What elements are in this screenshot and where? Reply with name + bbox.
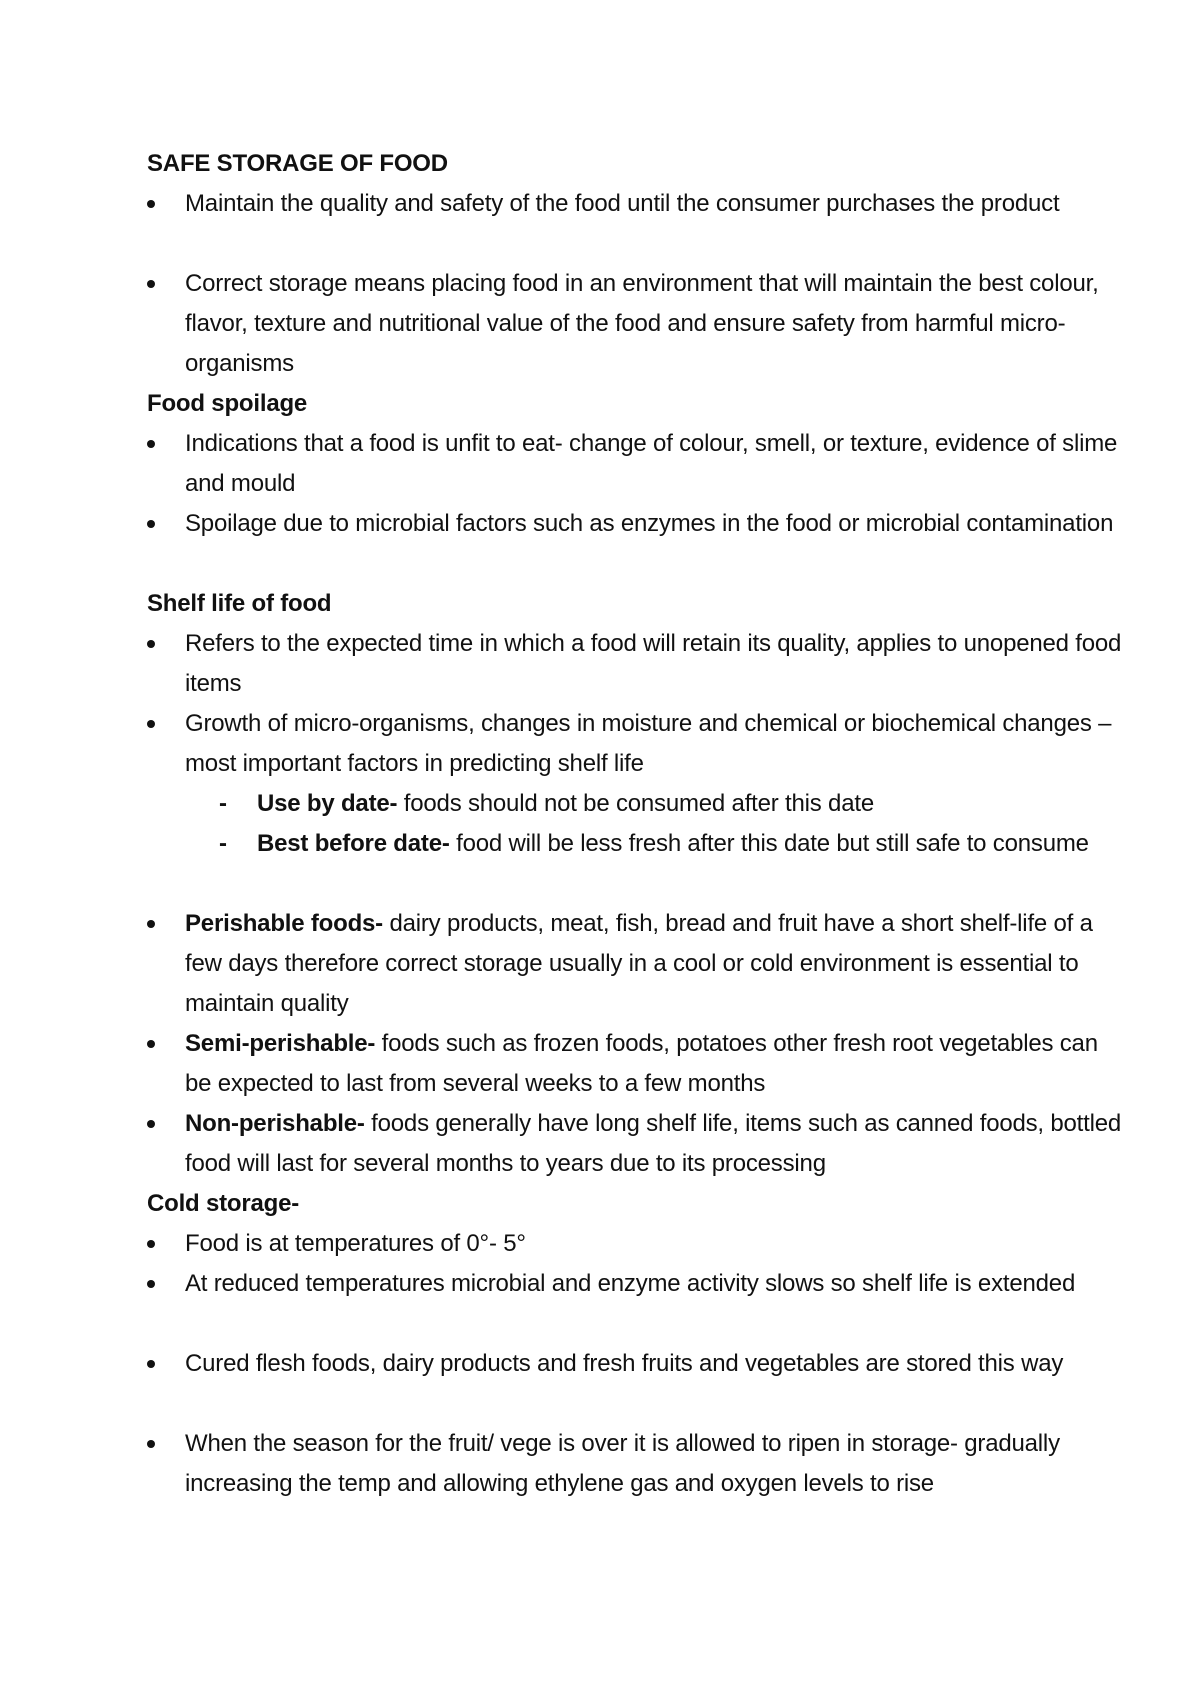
list-item-text: At reduced temperatures microbial and enzyme activity slows so shelf life is extended [185, 1270, 1076, 1297]
list-item-text [185, 904, 1125, 1024]
list-item [147, 704, 1112, 784]
bullet-icon [147, 1360, 155, 1368]
sub-list-item-text [257, 784, 1117, 824]
term: Use by date- [257, 790, 398, 817]
term: Best before date- [257, 830, 450, 857]
bullet-icon [147, 640, 155, 648]
term: Non-perishable- [185, 1110, 365, 1137]
list-item [147, 264, 1107, 384]
term: Perishable foods- [185, 910, 383, 937]
list-item [147, 1224, 1107, 1264]
list-item [147, 424, 1118, 504]
bullet-icon [147, 200, 155, 208]
bullet-icon [147, 520, 155, 528]
bullet-icon [147, 1120, 155, 1128]
list-item [147, 1104, 1122, 1184]
list-item-text [185, 1024, 1125, 1104]
section-heading-spoilage: Food spoilage [147, 390, 308, 417]
list-item [147, 1344, 1107, 1424]
bullet-icon [147, 720, 155, 728]
list-item [147, 904, 1107, 1024]
list-item-text: Refers to the expected time in which a food will retain its quality, applies to unopened food items [185, 630, 1122, 697]
bullet-icon [147, 1040, 155, 1048]
term: Semi-perishable- [185, 1030, 376, 1057]
list-item-text: Food is at temperatures of 0°- 5° [185, 1230, 526, 1257]
description: food will be less fresh after this date but still safe to consume [449, 830, 1089, 857]
dash-icon: - [219, 830, 227, 857]
document-title: SAFE STORAGE OF FOOD [147, 150, 448, 177]
dash-icon: - [219, 790, 227, 817]
description: dairy products, meat, fish, bread and fruit have a short shelf-life of a few days therefore correct storage usually in a cool or cold environment is essential to maintain quality [185, 910, 1093, 1017]
list-item-text: Cured flesh foods, dairy products and fresh fruits and vegetables are stored this way [185, 1350, 1064, 1377]
bullet-icon [147, 1440, 155, 1448]
sub-list-item [147, 784, 1107, 824]
bullet-icon [147, 440, 155, 448]
sub-list-item-text [257, 824, 1117, 864]
sub-list-item [147, 824, 1107, 904]
list-item [147, 504, 1114, 584]
list-item [147, 1264, 1107, 1344]
section-heading-cold-storage: Cold storage- [147, 1190, 300, 1217]
list-item-text: When the season for the fruit/ vege is over it is allowed to ripen in storage- gradually increasing the temp and allowing ethylene gas and oxygen levels to rise [185, 1430, 1060, 1497]
description: foods such as frozen foods, potatoes other fresh root vegetables can be expected to last from several weeks to a few months [185, 1030, 1098, 1097]
list-item-text [185, 1104, 1125, 1184]
description: foods generally have long shelf life, items such as canned foods, bottled food will last for several months to years due to its processing [185, 1110, 1122, 1177]
list-item-text: Indications that a food is unfit to eat- change of colour, smell, or texture, evidence of slime and mould [185, 430, 1118, 497]
description: foods should not be consumed after this date [397, 790, 874, 817]
list-item [147, 624, 1122, 704]
list-item [147, 1024, 1107, 1104]
bullet-icon [147, 1240, 155, 1248]
list-item-text: Spoilage due to microbial factors such as enzymes in the food or microbial contamination [185, 510, 1114, 537]
list-item-text: Correct storage means placing food in an environment that will maintain the best colour, flavor, texture and nutritional value of the food and ensure safety from harmful micro-organisms [185, 270, 1099, 377]
bullet-icon [147, 280, 155, 288]
list-item [147, 1424, 1107, 1544]
list-item-text: Growth of micro-organisms, changes in moisture and chemical or biochemical changes – most important factors in predicting shelf life [185, 710, 1112, 777]
section-heading-shelf-life: Shelf life of food [147, 590, 332, 617]
list-item-text: Maintain the quality and safety of the food until the consumer purchases the product [185, 190, 1060, 217]
bullet-icon [147, 1280, 155, 1288]
list-item [147, 184, 1107, 264]
bullet-icon [147, 920, 155, 928]
